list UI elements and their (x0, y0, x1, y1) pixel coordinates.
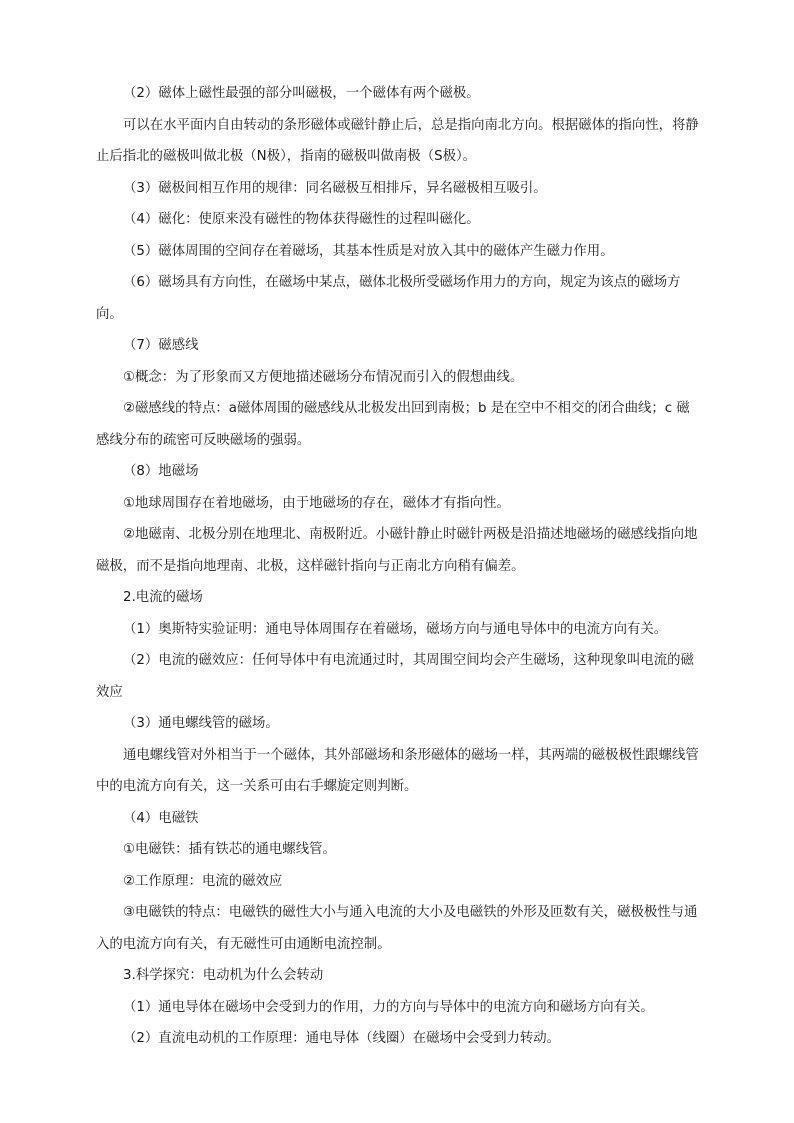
heading-solenoid: （3）通电螺线管的磁场。 (123, 716, 279, 731)
paragraph-dc-motor: （2）直流电动机的工作原理：通电导体（线圈）在磁场中会受到力转动。 (123, 1031, 561, 1046)
heading-field-lines: （7）磁感线 (123, 338, 199, 353)
paragraph-solenoid: 通电螺线管对外相当于一个磁体，其外部磁场和条形磁体的磁场一样，其两端的磁极极性跟螺线管中的电流方向有关，这一关系可由右手螺旋定则判断。 (96, 747, 699, 794)
paragraph-magnetization: （4）磁化：使原来没有磁性的物体获得磁性的过程叫磁化。 (123, 212, 480, 227)
paragraph-oersted: （1）奥斯特实验证明：通电导体周围存在着磁场，磁场方向与通电导体中的电流方向有关。 (123, 621, 668, 637)
paragraph-field-direction: （6）磁场具有方向性，在磁场中某点，磁体北极所受磁场作用力的方向，规定为该点的磁场方向。 (96, 275, 681, 322)
paragraph-force-on-conductor: （1）通电导体在磁场中会受到力的作用，力的方向与导体中的电流方向和磁场方向有关。 (123, 999, 654, 1015)
paragraph-north-south-poles: 可以在水平面内自由转动的条形磁体或磁针静止后，总是指向南北方向。根据磁体的指向性，将静止后指北的磁极叫做北极（N极），指南的磁极叫做南极（S极）。 (96, 117, 699, 164)
document-body (96, 78, 700, 1055)
paragraph-pole-interaction: （3）磁极间相互作用的规律：同名磁极互相排斥，异名磁极相互吸引。 (123, 180, 547, 196)
heading-current-magnetic-field: 2.电流的磁场 (123, 590, 203, 605)
paragraph-magnetic-field: （5）磁体周围的空间存在着磁场，其基本性质是对放入其中的磁体产生磁力作用。 (123, 243, 614, 259)
paragraph-geomagnetic-2: ②地磁南、北极分别在地理北、南极附近。小磁针静止时磁针两极是沿描述地磁场的磁感线指向地磁极，而不是指向地理南、北极，这样磁针指向与正南北方向稍有偏差。 (96, 527, 698, 574)
heading-electromagnet: （4）电磁铁 (123, 810, 199, 826)
heading-geomagnetic-field: （8）地磁场 (123, 464, 199, 479)
paragraph-field-lines-concept: ①概念：为了形象而又方便地描述磁场分布情况而引入的假想曲线。 (123, 369, 524, 385)
paragraph-electromagnet-def: ①电磁铁：插有铁芯的通电螺线管。 (123, 842, 336, 857)
paragraph-geomagnetic-1: ①地球周围存在着地磁场，由于地磁场的存在，磁体才有指向性。 (123, 495, 510, 511)
paragraph-field-lines-features: ②磁感线的特点：a磁体周围的磁感线从北极发出回到南极；b 是在空中不相交的闭合曲线；c 磁感线分布的疏密可反映磁场的强弱。 (96, 401, 690, 448)
paragraph-electromagnet-features: ③电磁铁的特点：电磁铁的磁性大小与通入电流的大小及电磁铁的外形及匝数有关，磁极极性与通入的电流方向有关，有无磁性可由通断电流控制。 (96, 905, 698, 952)
paragraph-magnetic-poles: （2）磁体上磁性最强的部分叫磁极，一个磁体有两个磁极。 (123, 86, 480, 101)
paragraph-electromagnet-principle: ②工作原理：电流的磁效应 (123, 873, 283, 889)
heading-motor-inquiry: 3.科学探究：电动机为什么会转动 (123, 968, 324, 983)
paragraph-magnetic-effect: （2）电流的磁效应：任何导体中有电流通过时，其周围空间均会产生磁场，这种现象叫电流的磁效应 (96, 653, 694, 700)
